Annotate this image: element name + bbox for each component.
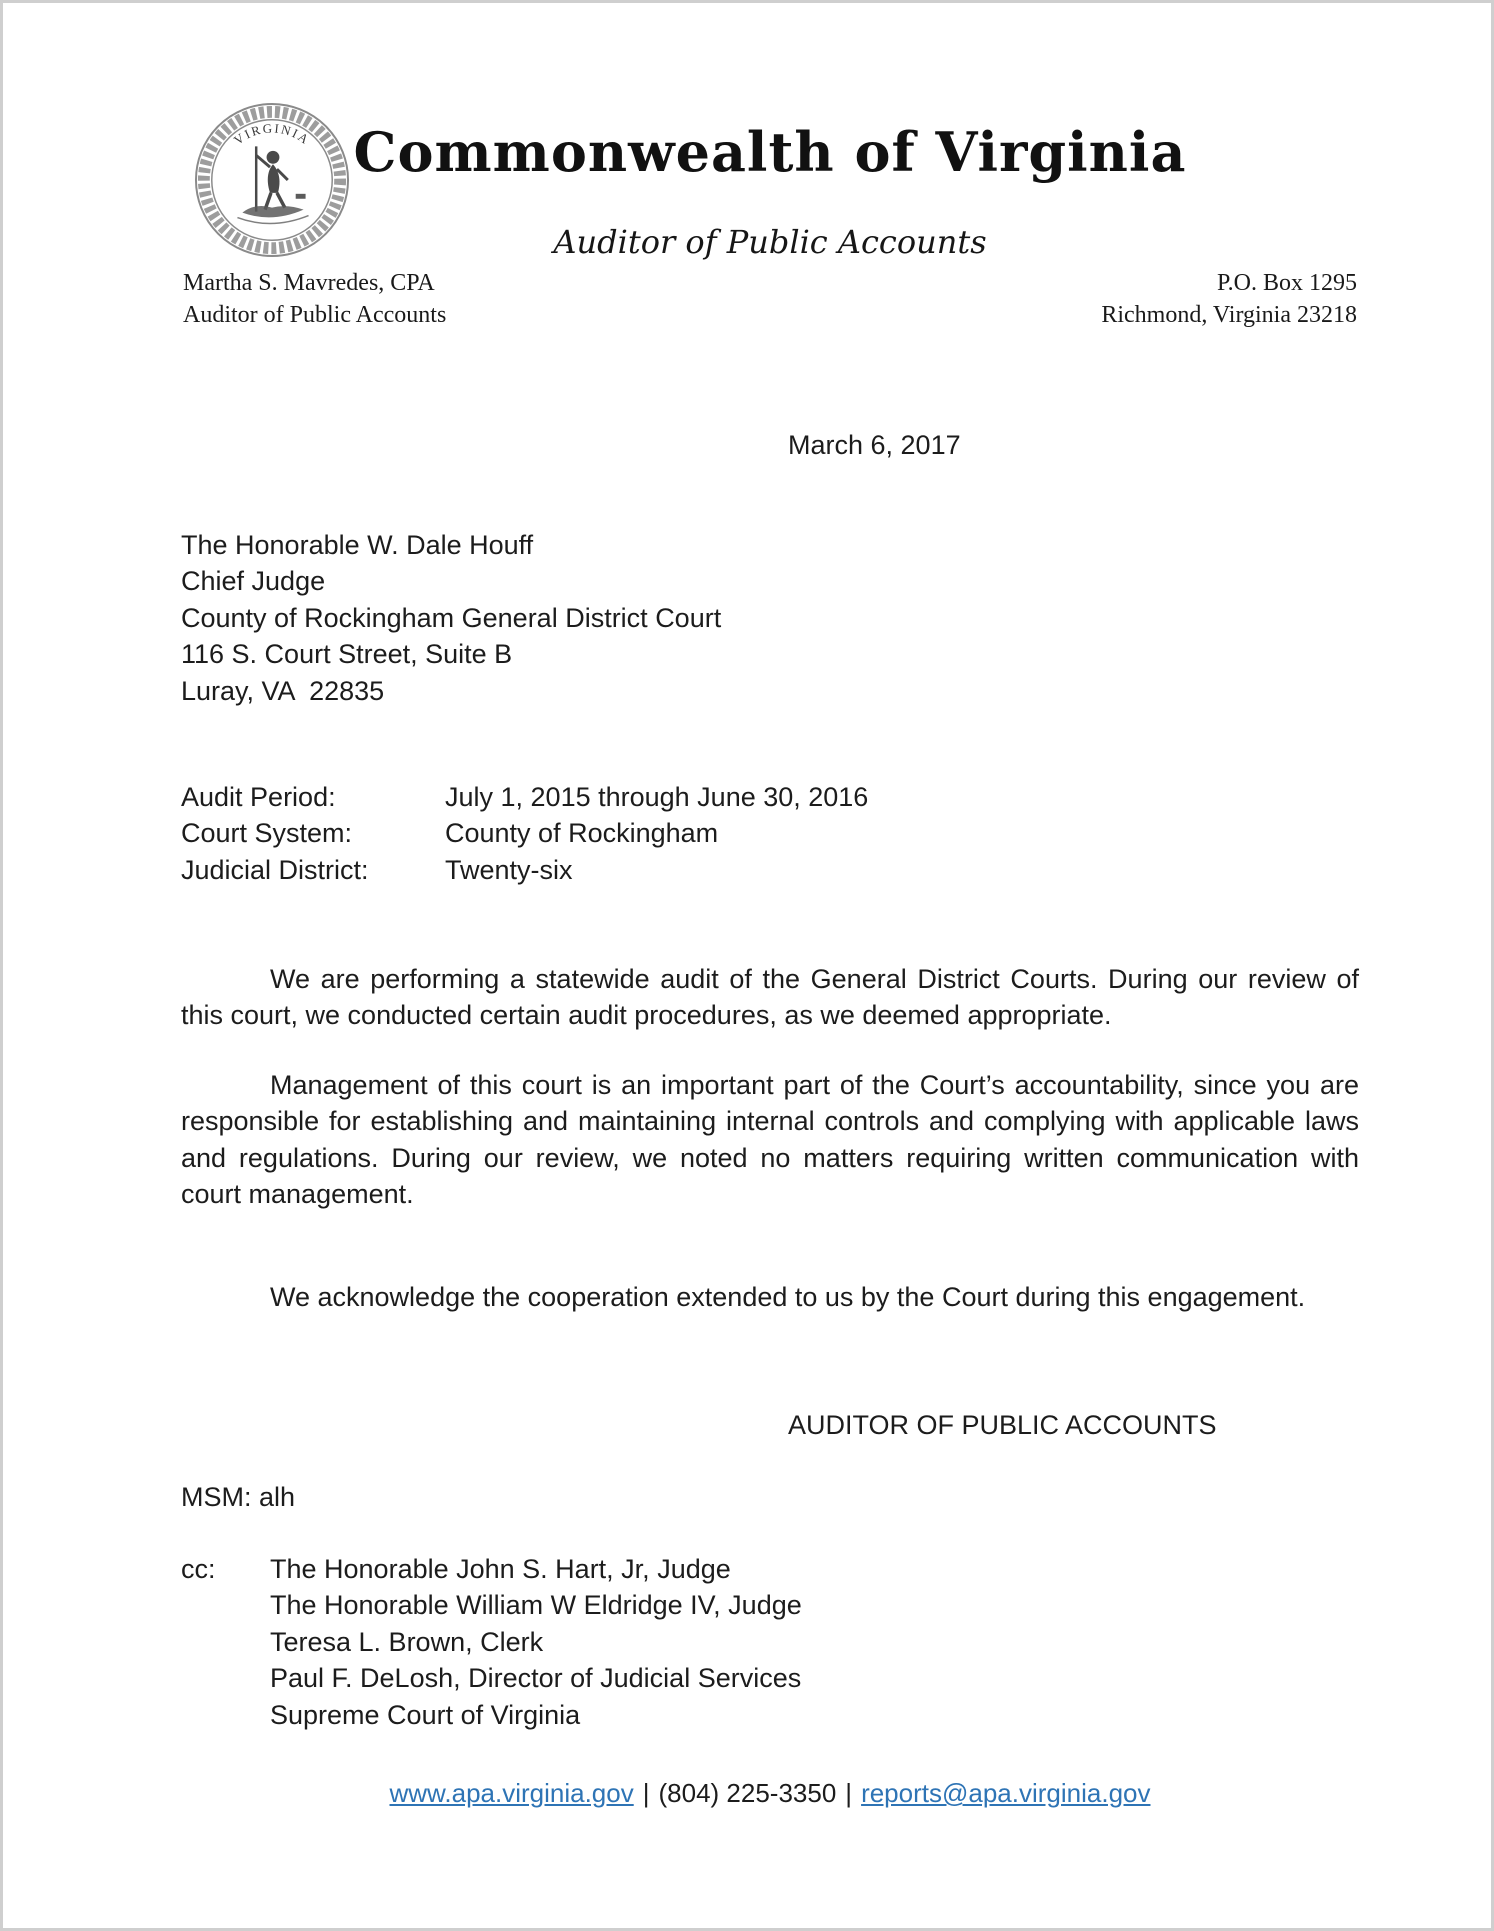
cc-line: The Honorable William W Eldridge IV, Judge [270, 1590, 802, 1621]
court-system-row [181, 815, 868, 851]
letter-date: March 6, 2017 [788, 430, 961, 460]
judicial-district-label: Judicial District: [181, 854, 369, 885]
cc-line: Teresa L. Brown, Clerk [270, 1626, 544, 1657]
recipient-title: Chief Judge [181, 566, 326, 597]
body-paragraph-2: Management of this court is an important part of the Court’s accountability, since you are responsible for establishing and maintaining internal controls and complying with applicable laws and regulations. During our review, we noted no matters requiring written communication with court management. [181, 1070, 1359, 1210]
signature-office: AUDITOR OF PUBLIC ACCOUNTS [788, 1410, 1217, 1440]
body-paragraph-1: We are performing a statewide audit of the General District Courts. During our review of this court, we conducted certain audit procedures, as we deemed appropriate. [181, 964, 1359, 1031]
letterhead-subtitle: Auditor of Public Accounts [553, 223, 987, 261]
cc-line: The Honorable John S. Hart, Jr, Judge [270, 1554, 731, 1584]
recipient-street: 116 S. Court Street, Suite B [181, 639, 513, 670]
office-address [1101, 267, 1357, 331]
court-system-value: County of Rockingham [445, 818, 719, 849]
auditor-name: Martha S. Mavredes, CPA [183, 270, 435, 296]
phone-number: (804) 225-3350 [658, 1778, 837, 1808]
recipient-name: The Honorable W. Dale Houff [181, 530, 534, 560]
cc-block [181, 1551, 802, 1733]
body-paragraph-3: We acknowledge the cooperation extended to us by the Court during this engagement. [270, 1282, 1306, 1312]
reference-initials: MSM: alh [181, 1482, 296, 1512]
letterhead-title: Commonwealth of Virginia [353, 120, 1187, 184]
city-state-zip-line: Richmond, Virginia 23218 [1101, 302, 1357, 328]
website-link[interactable]: www.apa.virginia.gov [389, 1778, 634, 1808]
masthead [181, 121, 1359, 261]
footer-contact-line [181, 1776, 1359, 1810]
cc-list [270, 1551, 802, 1733]
cc-label: cc: [181, 1554, 216, 1584]
audit-period-value: July 1, 2015 through June 30, 2016 [445, 782, 869, 812]
footer-separator: | [845, 1778, 853, 1808]
recipient-city: Luray, VA 22835 [181, 675, 385, 706]
po-box-line: P.O. Box 1295 [1216, 270, 1357, 296]
email-link[interactable]: reports@apa.virginia.gov [861, 1778, 1151, 1808]
recipient-court: County of Rockingham General District Court [181, 602, 722, 633]
judicial-district-row [181, 852, 868, 888]
recipient-address-block [181, 527, 721, 709]
audit-period-row [181, 779, 868, 815]
seal-virginia-text: VIRGINIA [231, 121, 313, 148]
judicial-district-value: Twenty-six [445, 854, 573, 885]
audit-info-block [181, 779, 868, 888]
court-system-label: Court System: [181, 818, 353, 849]
audit-period-label: Audit Period: [181, 782, 336, 812]
auditor-title: Auditor of Public Accounts [183, 302, 447, 328]
cc-line: Paul F. DeLosh, Director of Judicial Services [270, 1663, 802, 1694]
footer-separator: | [642, 1778, 650, 1808]
cc-line: Supreme Court of Virginia [270, 1699, 581, 1730]
auditor-identity [183, 267, 446, 331]
